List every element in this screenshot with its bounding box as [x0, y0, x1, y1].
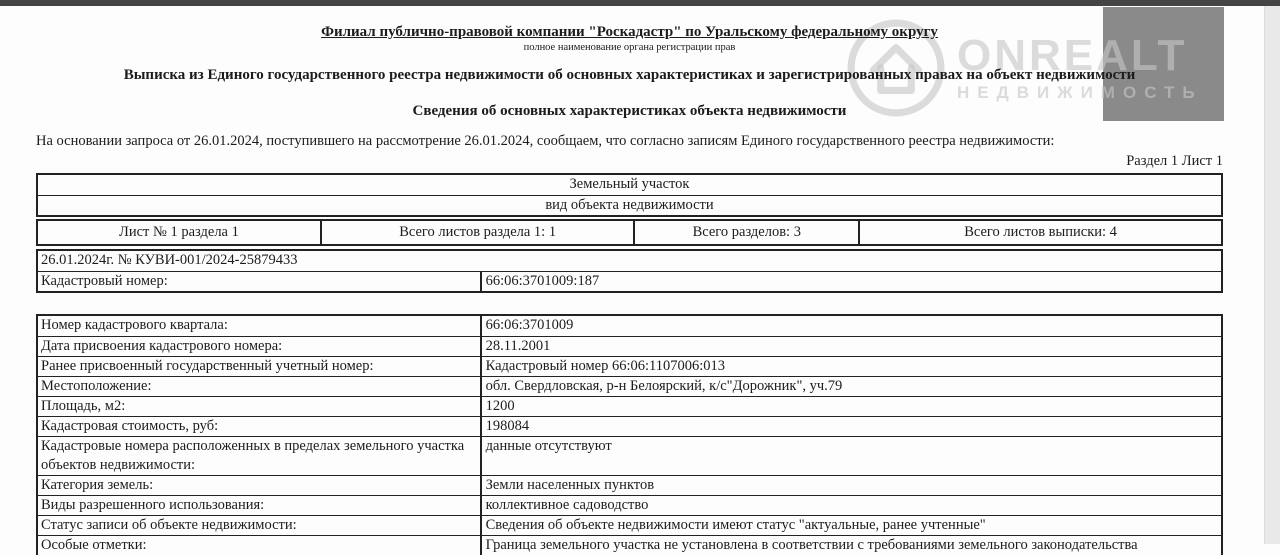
table-row: [38, 175, 1221, 195]
detail-value: Сведения об объекте недвижимости имеют статус "актуальные, ранее учтенные": [485, 517, 986, 533]
table-row: [38, 356, 1221, 376]
table-row: [38, 195, 1221, 215]
detail-label: Номер кадастрового квартала:: [38, 316, 482, 336]
detail-value: обл. Свердловская, р-н Белоярский, к/с"Дорожник", уч.79: [485, 378, 843, 394]
request-info-table: [36, 249, 1223, 293]
detail-value: Кадастровый номер 66:06:1107006:013: [485, 358, 726, 374]
table-row: [38, 515, 1221, 535]
detail-value: 198084: [485, 418, 530, 434]
table-row: [38, 251, 1221, 271]
table-row: [38, 495, 1221, 515]
main-characteristics-title: Сведения об основных характеристиках объекта недвижимости: [412, 103, 847, 119]
cadastral-number-value: 66:06:3701009:187: [485, 273, 600, 289]
sections-total-cell: Всего разделов: 3: [635, 221, 860, 244]
object-type-value: Земельный участок: [569, 176, 690, 192]
egrn-extract-document: [36, 6, 1223, 555]
detail-label: Кадастровая стоимость, руб:: [38, 417, 482, 436]
table-row: [38, 221, 1221, 244]
table-row: [38, 376, 1221, 396]
detail-value: коллективное садоводство: [485, 497, 649, 513]
object-type-table: [36, 173, 1223, 217]
table-row: [38, 271, 1221, 291]
table-row: [38, 336, 1221, 356]
request-number: 26.01.2024г. № КУВИ-001/2024-25879433: [41, 252, 298, 268]
table-row: [38, 396, 1221, 416]
watermark-brand: ONREALT: [957, 30, 1188, 80]
scrollbar-track[interactable]: [1264, 6, 1280, 544]
cadastral-number-label: Кадастровый номер:: [38, 272, 482, 291]
detail-label: Площадь, м2:: [38, 397, 482, 416]
detail-value: Земли населенных пунктов: [485, 477, 655, 493]
detail-value: 66:06:3701009: [485, 317, 574, 333]
sheet-number-cell: Лист № 1 раздела 1: [38, 221, 322, 244]
watermark-subtitle: НЕДВИЖИМОСТЬ: [957, 82, 1203, 102]
detail-label: Кадастровые номера расположенных в пределах земельного участка объектов недвижимости:: [38, 437, 482, 475]
object-details-table: [36, 314, 1223, 555]
detail-value: Граница земельного участка не установлена в соответствии с требованиями земельного законодательства: [485, 537, 1138, 553]
extract-title: Выписка из Единого государственного реестра недвижимости об основных характеристиках и зарегистрированных правах на объект недвижимости: [123, 67, 1136, 83]
detail-label: Виды разрешенного использования:: [38, 496, 482, 515]
sheet-info-table: [36, 219, 1223, 246]
detail-label: Категория земель:: [38, 476, 482, 495]
table-row: [38, 475, 1221, 495]
detail-label: Особые отметки:: [38, 536, 482, 555]
detail-value: 28.11.2001: [485, 338, 551, 354]
detail-label: Статус записи об объекте недвижимости:: [38, 516, 482, 535]
object-type-caption: вид объекта недвижимости: [545, 197, 714, 213]
table-row: [38, 535, 1221, 555]
window-top-bar: [0, 0, 1280, 6]
registration-authority-title: Филиал публично-правовой компании "Роскадастр" по Уральскому федеральному округу: [321, 24, 938, 40]
table-row: [38, 416, 1221, 436]
registration-authority-caption: полное наименование органа регистрации прав: [523, 42, 736, 53]
section-sheets-total-cell: Всего листов раздела 1: 1: [322, 221, 635, 244]
detail-label: Ранее присвоенный государственный учетный номер:: [38, 357, 482, 376]
detail-value: данные отсутствуют: [485, 438, 612, 454]
extract-sheets-total-cell: Всего листов выписки: 4: [964, 224, 1117, 240]
table-row: [38, 316, 1221, 336]
detail-value: 1200: [485, 398, 515, 414]
detail-label: Местоположение:: [38, 377, 482, 396]
table-row: [38, 436, 1221, 475]
request-statement: На основании запроса от 26.01.2024, поступившего на рассмотрение 26.01.2024, сообщаем, что согласно записям Единого государственного реестра недвижимости:: [36, 133, 1055, 149]
section-sheet-label: Раздел 1 Лист 1: [1126, 153, 1223, 169]
detail-label: Дата присвоения кадастрового номера:: [38, 337, 482, 356]
